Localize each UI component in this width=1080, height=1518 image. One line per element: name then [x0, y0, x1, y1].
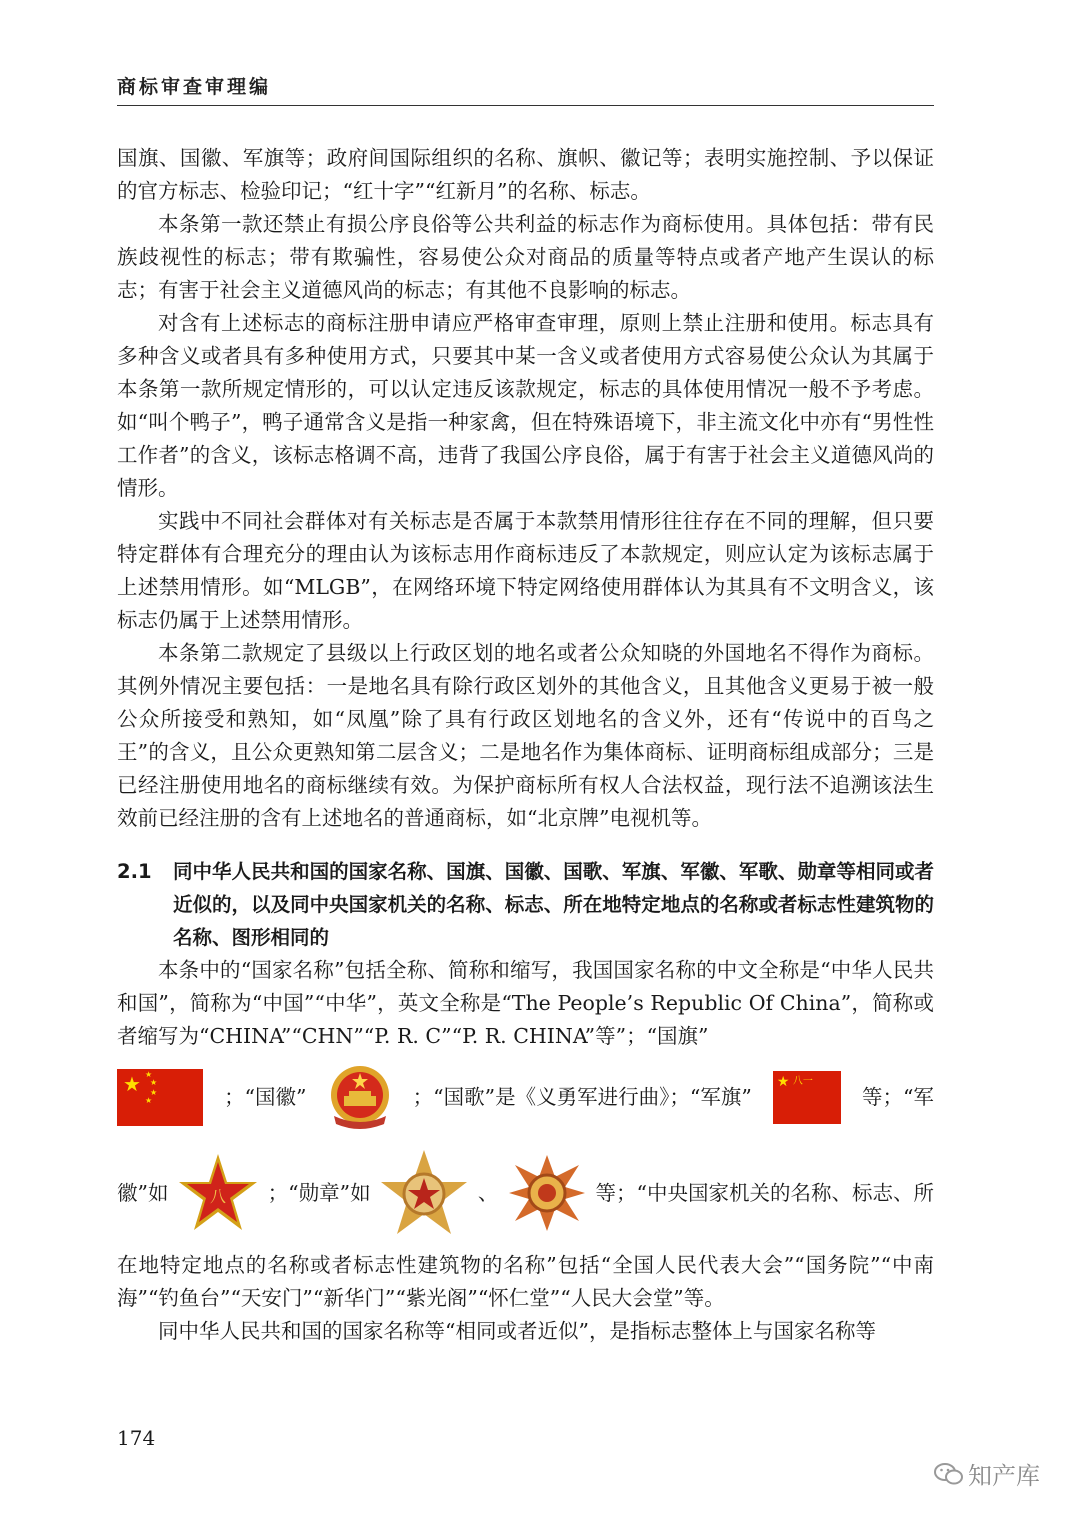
wechat-icon — [934, 1462, 964, 1486]
watermark-text: 知产库 — [968, 1462, 1040, 1490]
paragraph-2: 本条第一款还禁止有损公序良俗等公共利益的标志作为商标使用。具体包括：带有民族歧视性的标志；带有欺骗性，容易使公众对商品的质量等特点或者产地产生误认的标志；有害于社会主义道德风尚的标志；有其他不良影响的标志。 — [117, 212, 934, 302]
paragraph-1: 国旗、国徽、军旗等；政府间国际组织的名称、旗帜、徽记等；表明实施控制、予以保证的官方标志、检验印记；“红十字”“红新月”的名称、标志。 — [117, 146, 934, 203]
inline-image-line-2 — [117, 1143, 934, 1243]
inline-text-2c: 、 — [477, 1180, 499, 1205]
inline-text-2b: ；“勋章”如 — [267, 1180, 371, 1205]
header-rule — [117, 105, 934, 106]
section-title: 同中华人民共和国的国家名称、国旗、国徽、国歌、军旗、军徽、军歌、勋章等相同或者近似的，以及同中央国家机关的名称、标志、所在地特定地点的名称或者标志性建筑物的名称、图形相同的 — [173, 860, 934, 949]
national-flag-image: ★ ★ ★ ★ ★ — [117, 1069, 203, 1126]
section-number: 2.1 — [117, 860, 152, 883]
inline-text-1c: 等；“军 — [861, 1084, 934, 1109]
paragraph-4: 实践中不同社会群体对有关标志是否属于本款禁用情形往往存在不同的理解，但只要特定群体有合理充分的理由认为该标志用作商标违反了本款规定，则应认定为该标志属于上述禁用情形。如“MLGB”，在网络环境下特定网络使用群体认为其具有不文明含义，该标志仍属于上述禁用情形。 — [117, 509, 934, 632]
running-header: 商标审查审理编 — [117, 76, 272, 98]
page-body — [117, 142, 934, 1348]
inline-text-1a: ；“国徽” — [224, 1084, 307, 1109]
medal-image-2 — [507, 1153, 587, 1233]
army-emblem-text: 八 — [210, 1187, 227, 1206]
inline-image-line-1 — [117, 1057, 934, 1137]
army-flag-image: ★ 八一 — [773, 1071, 841, 1124]
medal-image-1 — [379, 1148, 469, 1238]
page-number: 174 — [117, 1426, 156, 1450]
paragraph-6: 本条中的“国家名称”包括全称、简称和缩写，我国国家名称的中文全称是“中华人民共和国”，简称为“中国”“中华”，英文全称是“The People’s Republic Of China”，简称或者缩写为“CHINA”“CHN”“P. R. C”“P. R. CHINA”等”；“国旗” — [117, 958, 934, 1048]
inline-text-1b: ；“国歌”是《义勇军进行曲》；“军旗” — [412, 1084, 752, 1109]
army-emblem-image — [177, 1152, 259, 1234]
inline-text-2d: 等；“中央国家机关的名称、标志、所 — [595, 1180, 934, 1205]
section-heading — [117, 855, 934, 954]
paragraph-5: 本条第二款规定了县级以上行政区划的地名或者公众知晓的外国地名不得作为商标。其例外情况主要包括：一是地名具有除行政区划外的其他含义，且其他含义更易于被一般公众所接受和熟知，如“凤凰”除了具有行政区划地名的含义外，还有“传说中的百鸟之王”的含义，且公众更熟知第二层含义；二是地名作为集体商标、证明商标组成部分；三是已经注册使用地名的商标继续有效。为保护商标所有权人合法权益，现行法不追溯该法生效前已经注册的含有上述地名的普通商标，如“北京牌”电视机等。 — [117, 641, 934, 830]
inline-text-2a: 徽”如 — [117, 1180, 169, 1205]
watermark — [934, 1456, 1040, 1491]
paragraph-3: 对含有上述标志的商标注册申请应严格审查审理，原则上禁止注册和使用。标志具有多种含义或者具有多种使用方式，只要其中某一含义或者使用方式容易使公众认为其属于本条第一款所规定情形的，可以认定违反该款规定，标志的具体使用情况一般不予考虑。如“叫个鸭子”，鸭子通常含义是指一种家禽，但在特殊语境下，非主流文化中亦有“男性性工作者”的含义，该标志格调不高，违背了我国公序良俗，属于有害于社会主义道德风尚的情形。 — [117, 311, 934, 500]
paragraph-8: 同中华人民共和国的国家名称等“相同或者近似”，是指标志整体上与国家名称等 — [158, 1319, 876, 1343]
national-emblem-image — [328, 1064, 392, 1130]
paragraph-7: 在地特定地点的名称或者标志性建筑物的名称”包括“全国人民代表大会”“国务院”“中南海”“钓鱼台”“天安门”“新华门”“紫光阁”“怀仁堂”“人民大会堂”等。 — [117, 1253, 934, 1310]
